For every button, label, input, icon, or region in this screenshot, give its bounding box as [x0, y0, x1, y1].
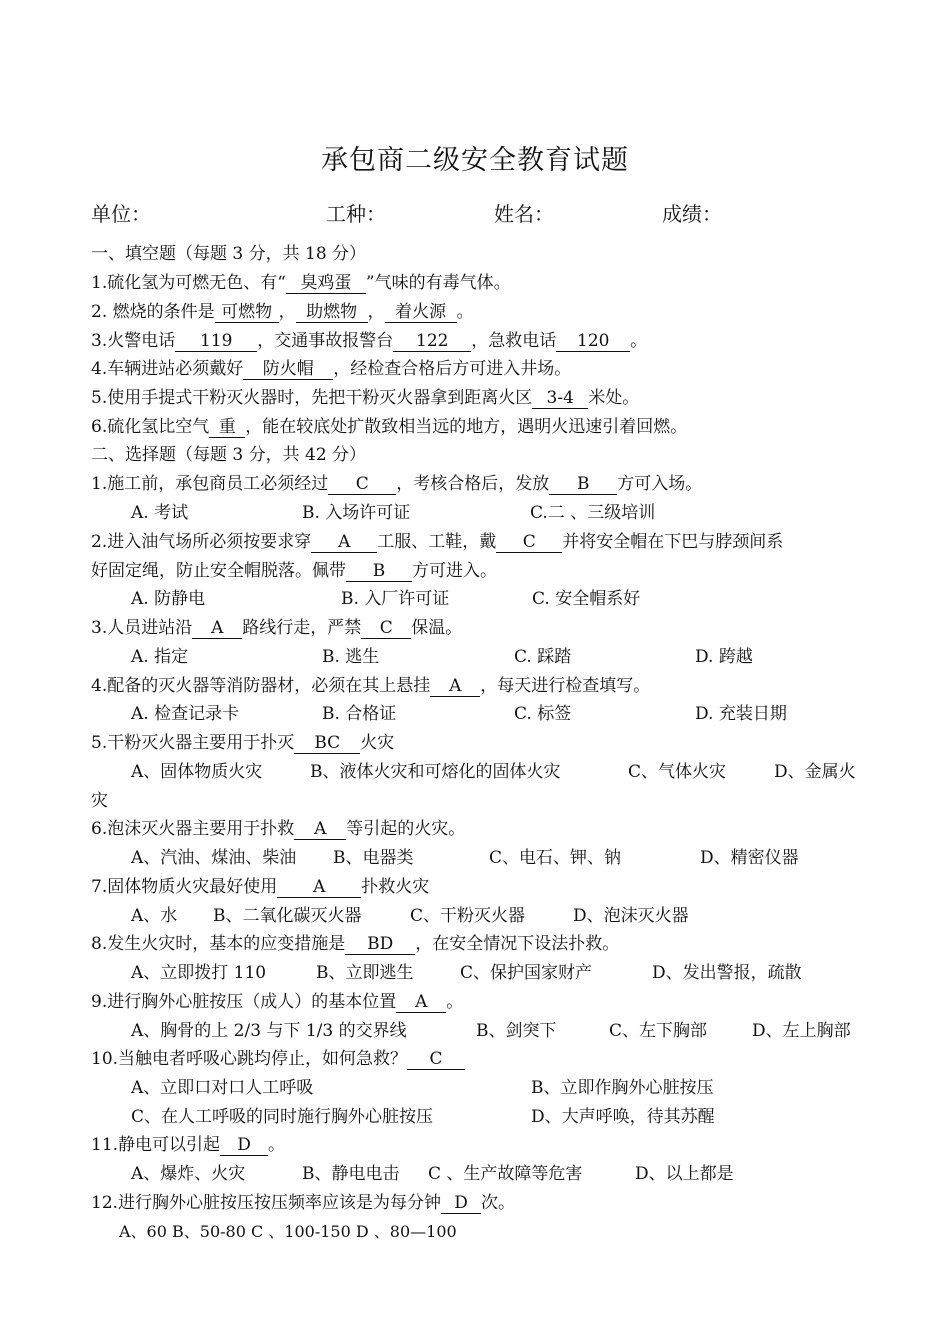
fill-question-4: 4.车辆进站必须戴好 防火帽 ，经检查合格后方可进入井场。: [91, 359, 572, 379]
option-d: D、泡沫灭火器: [573, 906, 689, 926]
answer-blank: A: [277, 878, 361, 898]
option-b: B. 合格证: [322, 704, 397, 724]
choice-question-12: 12.进行胸外心脏按压按压频率应该是为每分钟 D 次。: [91, 1193, 516, 1213]
option-b: B、二氧化碳灭火器: [213, 906, 362, 926]
answer-blank: A: [396, 993, 446, 1013]
choice-question-9: 9.进行胸外心脏按压（成人）的基本位置 A 。: [91, 992, 464, 1012]
answer-blank: D: [441, 1194, 481, 1214]
option-a: A、汽油、煤油、柴油: [131, 848, 297, 868]
section1-heading: 一、填空题（每题 3 分，共 18 分）: [91, 244, 367, 264]
answer-blank: 重: [209, 418, 245, 438]
option-b: B、剑突下: [476, 1021, 557, 1041]
choice-question-3: 3.人员进站沿 A 路线行走，严禁 C 保温。: [91, 618, 463, 638]
answer-blank: BD: [345, 935, 415, 955]
option-b: B. 入厂许可证: [341, 589, 450, 609]
trade-label: 工种：: [326, 202, 386, 226]
option-c: C 、生产故障等危害: [428, 1164, 583, 1184]
option-c: C、在人工呼吸的同时施行胸外心脏按压: [131, 1107, 434, 1127]
fill-question-5: 5.使用手提式干粉灭火器时，先把干粉灭火器拿到距离火区 3-4 米处。: [91, 388, 640, 408]
choice-question-7: 7.固体物质火灾最好使用 A 扑救火灾: [91, 877, 430, 897]
answer-blank: B: [549, 475, 617, 495]
answer-blank: A: [430, 677, 480, 697]
option-a: A. 防静电: [131, 589, 206, 609]
option-a: A、爆炸、火灾: [131, 1164, 246, 1184]
option-b: B. 逃生: [322, 647, 380, 667]
answer-blank: 防火帽: [243, 360, 333, 380]
answer-blank: 122: [393, 332, 471, 352]
name-label: 姓名：: [494, 202, 554, 226]
answer-blank: 120: [556, 332, 630, 352]
option-b: B、立即逃生: [316, 963, 414, 983]
choice-question-8: 8.发生火灾时，基本的应变措施是 BD ，在安全情况下设法扑救。: [91, 934, 620, 954]
option-a: A、固体物质火灾: [131, 762, 263, 782]
answer-blank: 119: [175, 332, 257, 352]
fill-question-6: 6.硫化氢比空气 重 ，能在较底处扩散致相当远的地方，遇明火迅速引着回燃。: [91, 417, 688, 437]
choice-question-10: 10.当触电者呼吸心跳均停止，如何急救？ C: [91, 1048, 465, 1070]
option-a: A. 检查记录卡: [131, 704, 240, 724]
option-b: B、立即作胸外心脏按压: [531, 1078, 714, 1098]
page-title: 承包商二级安全教育试题: [321, 145, 629, 176]
answer-blank: A: [294, 820, 346, 840]
option-a: A. 考试: [131, 503, 189, 523]
option-c: C. 安全帽系好: [532, 589, 641, 609]
option-b: B、静电电击: [302, 1164, 400, 1184]
option-a: A、立即口对口人工呼吸: [131, 1078, 314, 1098]
answer-blank: 助燃物: [296, 303, 368, 323]
answer-blank: A: [192, 619, 242, 639]
score-label: 成绩：: [662, 202, 722, 226]
option-c: C、保护国家财产: [460, 963, 593, 983]
choice-question-2-cont: 好固定绳，防止安全帽脱落。佩带 B 方可进入。: [91, 561, 497, 581]
option-a: A. 指定: [131, 647, 189, 667]
answer-blank: A: [311, 533, 377, 553]
option-d: D. 充装日期: [695, 704, 787, 724]
answer-blank: 可燃物: [215, 303, 279, 323]
option-c: C.二 、三级培训: [530, 503, 656, 523]
option-c: C. 标签: [514, 704, 572, 724]
option-d: D、金属火: [774, 762, 856, 782]
option-a: A、立即拨打 110: [131, 963, 267, 983]
choice-question-1: 1.施工前，承包商员工必须经过 C ，考核合格后，发放 B 方可入场。: [91, 474, 703, 494]
option-c: C、干粉灭火器: [410, 906, 526, 926]
choice-question-5: 5.干粉灭火器主要用于扑灭 BC 火灾: [91, 733, 395, 753]
unit-label: 单位：: [91, 202, 151, 226]
option-d: D、以上都是: [635, 1164, 734, 1184]
option-b: B、电器类: [333, 848, 414, 868]
option-c: C、左下胸部: [609, 1021, 708, 1041]
option-a: A、胸骨的上 2/3 与下 1/3 的交界线: [131, 1021, 407, 1041]
answer-blank: C: [407, 1050, 465, 1070]
option-b: B、液体火灾和可熔化的固体火灾: [310, 762, 561, 782]
option-d-wrap: 灾: [91, 791, 108, 811]
option-c: C、电石、钾、钠: [489, 848, 622, 868]
options-line: A、60 B、50-80 C 、100-150 D 、80—100: [119, 1222, 457, 1241]
answer-blank: 3-4: [532, 389, 588, 409]
option-d: D、精密仪器: [700, 848, 799, 868]
section2-heading: 二、选择题（每题 3 分，共 42 分）: [91, 445, 367, 465]
choice-question-4: 4.配备的灭火器等消防器材，必须在其上悬挂 A ，每天进行检查填写。: [91, 676, 651, 696]
answer-blank: BC: [294, 734, 360, 754]
answer-blank: C: [496, 533, 562, 553]
option-c: C. 踩踏: [514, 647, 572, 667]
option-d: D、大声呼唤，待其苏醒: [531, 1107, 715, 1127]
answer-blank: 着火源: [385, 303, 457, 323]
choice-question-11: 11.静电可以引起 D 。: [91, 1135, 286, 1155]
option-d: D. 跨越: [695, 647, 753, 667]
choice-question-6: 6.泡沫灭火器主要用于扑救 A 等引起的火灾。: [91, 819, 466, 839]
answer-blank: C: [328, 475, 396, 495]
answer-blank: B: [346, 562, 412, 582]
fill-question-2: 2. 燃烧的条件是 可燃物 ， 助燃物 ， 着火源 。: [91, 302, 474, 322]
choice-question-2: 2.进入油气场所必须按要求穿 A 工服、工鞋，戴 C 并将安全帽在下巴与脖颈间系: [91, 532, 784, 552]
option-d: D、左上胸部: [752, 1021, 851, 1041]
answer-blank: D: [220, 1136, 268, 1156]
answer-blank: 臭鸡蛋: [286, 274, 366, 294]
fill-question-1: 1.硫化氢为可燃无色、有“ 臭鸡蛋 ”气味的有毒气体。: [91, 273, 511, 293]
option-c: C、气体火灾: [628, 762, 727, 782]
option-b: B. 入场许可证: [302, 503, 411, 523]
answer-blank: C: [361, 619, 411, 639]
option-d: D、发出警报，疏散: [652, 963, 802, 983]
option-a: A、水: [131, 906, 178, 926]
fill-question-3: 3.火警电话 119 ，交通事故报警台 122 ，急救电话 120 。: [91, 331, 648, 351]
